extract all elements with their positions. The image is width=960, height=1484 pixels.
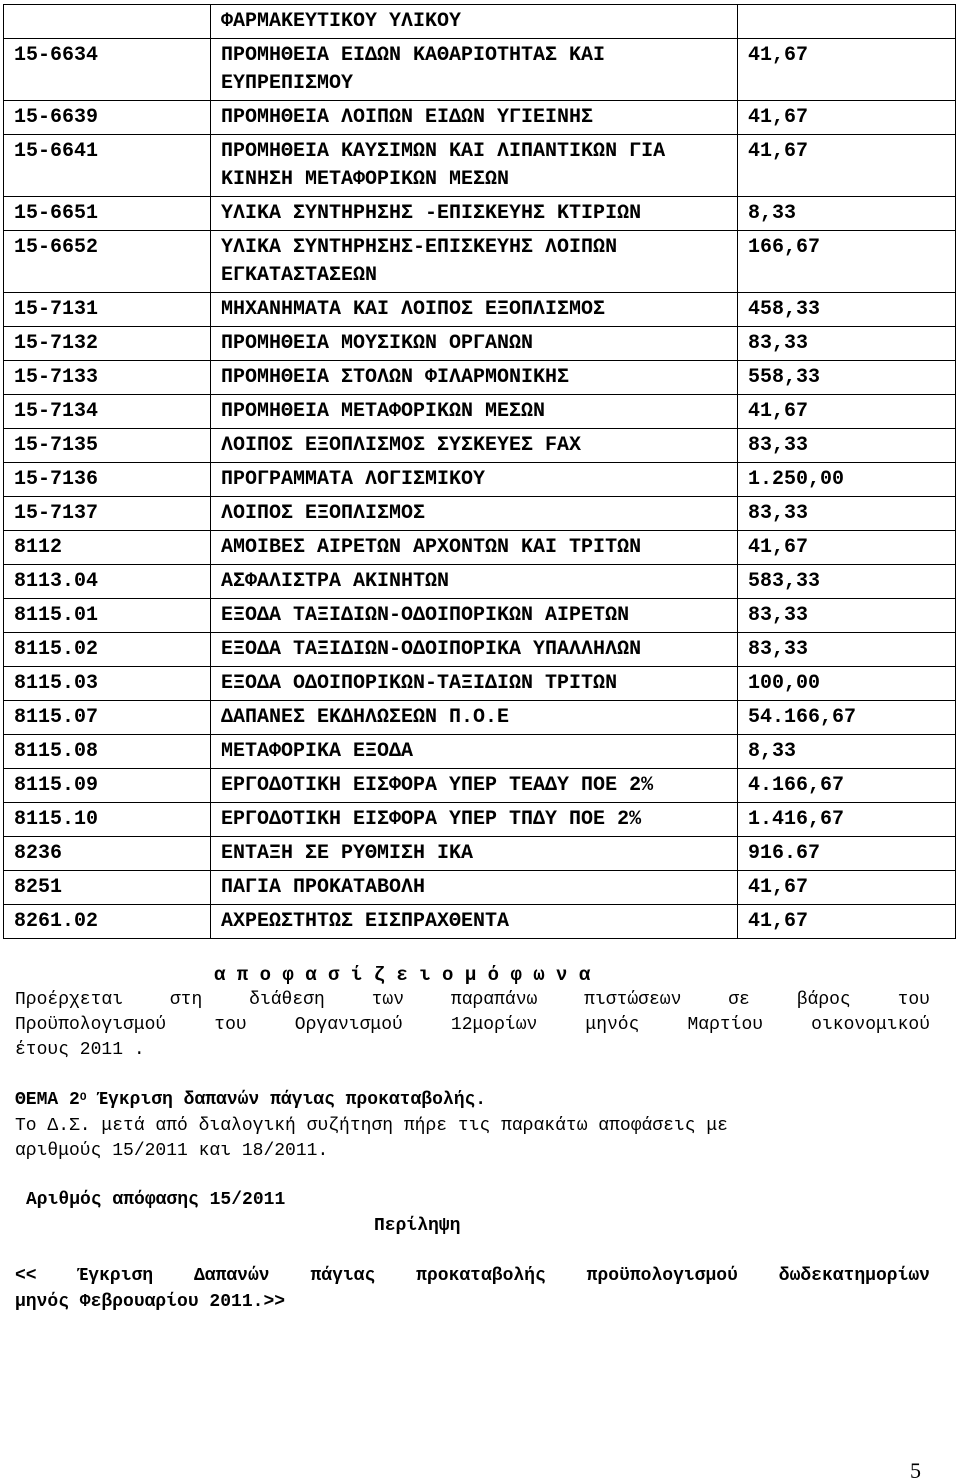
table-row	[4, 429, 956, 463]
amount-cell: 41,67	[738, 531, 956, 565]
description-cell: ΕΝΤΑΞΗ ΣΕ ΡΥΘΜΙΣΗ ΙΚΑ	[211, 837, 738, 871]
amount-cell: 41,67	[738, 135, 956, 197]
amount-cell: 8,33	[738, 197, 956, 231]
amount-cell: 41,67	[738, 101, 956, 135]
table-row	[4, 361, 956, 395]
table-row	[4, 667, 956, 701]
code-cell: 8112	[4, 531, 211, 565]
amount-cell: 1.250,00	[738, 463, 956, 497]
code-cell: 15-7136	[4, 463, 211, 497]
summary-line-1: << Έγκριση Δαπανών πάγιας προκαταβολής προϋπολογισμού δωδεκατημορίων	[15, 1266, 930, 1286]
amount-cell: 83,33	[738, 497, 956, 531]
table-row	[4, 803, 956, 837]
decision-heading: α π ο φ α σ ί ζ ε ι ο μ ό φ ω ν α	[214, 964, 591, 986]
decision-number: Αριθμός απόφασης 15/2011	[26, 1190, 286, 1210]
description-cell: ΑΧΡΕΩΣΤΗΤΩΣ ΕΙΣΠΡΑΧΘΕΝΤΑ	[211, 905, 738, 939]
table-row	[4, 395, 956, 429]
description-cell: ΠΑΓΙΑ ΠΡΟΚΑΤΑΒΟΛΗ	[211, 871, 738, 905]
code-cell: 15-7133	[4, 361, 211, 395]
table-row	[4, 197, 956, 231]
code-cell: 8115.03	[4, 667, 211, 701]
table-row	[4, 837, 956, 871]
table-row	[4, 769, 956, 803]
code-cell: 8115.10	[4, 803, 211, 837]
decision-line-3: έτους 2011 .	[15, 1040, 145, 1060]
description-cell: ΠΡΟΜΗΘΕΙΑ ΣΤΟΛΩΝ ΦΙΛΑΡΜΟΝΙΚΗΣ	[211, 361, 738, 395]
table-row	[4, 871, 956, 905]
table-row	[4, 565, 956, 599]
amount-cell	[738, 5, 956, 39]
code-cell: 15-6634	[4, 39, 211, 101]
table-row	[4, 633, 956, 667]
description-cell: ΛΟΙΠΟΣ ΕΞΟΠΛΙΣΜΟΣ	[211, 497, 738, 531]
code-cell: 15-7135	[4, 429, 211, 463]
code-cell: 8115.09	[4, 769, 211, 803]
code-cell: 15-7132	[4, 327, 211, 361]
description-cell: ΑΣΦΑΛΙΣΤΡΑ ΑΚΙΝΗΤΩΝ	[211, 565, 738, 599]
table-row	[4, 497, 956, 531]
table-row	[4, 905, 956, 939]
description-cell: ΜΕΤΑΦΟΡΙΚΑ ΕΞΟΔΑ	[211, 735, 738, 769]
code-cell: 8115.08	[4, 735, 211, 769]
amount-cell: 166,67	[738, 231, 956, 293]
description-cell: ΠΡΟΜΗΘΕΙΑ ΕΙΔΩΝ ΚΑΘΑΡΙΟΤΗΤΑΣ ΚΑΙ ΕΥΠΡΕΠΙΣΜΟΥ	[211, 39, 738, 101]
code-cell: 15-6639	[4, 101, 211, 135]
code-cell: 15-7131	[4, 293, 211, 327]
code-cell: 15-6652	[4, 231, 211, 293]
table-row	[4, 701, 956, 735]
code-cell: 15-6641	[4, 135, 211, 197]
summary-label: Περίληψη	[374, 1216, 461, 1236]
description-cell: ΠΡΟΓΡΑΜΜΑΤΑ ΛΟΓΙΣΜΙΚΟΥ	[211, 463, 738, 497]
amount-cell: 83,33	[738, 327, 956, 361]
topic-heading	[15, 1088, 930, 1113]
table-row	[4, 531, 956, 565]
description-cell: ΕΞΟΔΑ ΟΔΟΙΠΟΡΙΚΩΝ-ΤΑΞΙΔΙΩΝ ΤΡΙΤΩΝ	[211, 667, 738, 701]
table-row	[4, 231, 956, 293]
amount-cell: 458,33	[738, 293, 956, 327]
topic-line-2: αριθμούς 15/2011 και 18/2011.	[15, 1141, 329, 1161]
amount-cell: 83,33	[738, 599, 956, 633]
amount-cell: 916.67	[738, 837, 956, 871]
table-row	[4, 735, 956, 769]
code-cell: 8115.02	[4, 633, 211, 667]
budget-table-body	[4, 5, 956, 939]
table-row	[4, 599, 956, 633]
decision-line-2: Προϋπολογισμού του Οργανισμού 12μορίων μηνός Μαρτίου οικονομικού	[15, 1015, 930, 1035]
amount-cell: 1.416,67	[738, 803, 956, 837]
table-row	[4, 5, 956, 39]
description-cell: ΠΡΟΜΗΘΕΙΑ ΚΑΥΣΙΜΩΝ ΚΑΙ ΛΙΠΑΝΤΙΚΩΝ ΓΙΑ ΚΙΝΗΣΗ ΜΕΤΑΦΟΡΙΚΩΝ ΜΕΣΩΝ	[211, 135, 738, 197]
code-cell: 8261.02	[4, 905, 211, 939]
description-cell: ΕΞΟΔΑ ΤΑΞΙΔΙΩΝ-ΟΔΟΙΠΟΡΙΚΩΝ ΑΙΡΕΤΩΝ	[211, 599, 738, 633]
code-cell: 8115.07	[4, 701, 211, 735]
description-cell: ΕΡΓΟΔΟΤΙΚΗ ΕΙΣΦΟΡΑ ΥΠΕΡ ΤΠΔΥ ΠΟΕ 2%	[211, 803, 738, 837]
description-cell: ΦΑΡΜΑΚΕΥΤΙΚΟΥ ΥΛΙΚΟΥ	[211, 5, 738, 39]
description-cell: ΠΡΟΜΗΘΕΙΑ ΛΟΙΠΩΝ ΕΙΔΩΝ ΥΓΙΕΙΝΗΣ	[211, 101, 738, 135]
description-cell: ΑΜΟΙΒΕΣ ΑΙΡΕΤΩΝ ΑΡΧΟΝΤΩΝ ΚΑΙ ΤΡΙΤΩΝ	[211, 531, 738, 565]
code-cell: 8115.01	[4, 599, 211, 633]
code-cell: 8251	[4, 871, 211, 905]
table-row	[4, 101, 956, 135]
decision-line-1: Προέρχεται στη διάθεση των παραπάνω πιστώσεων σε βάρος του	[15, 990, 930, 1010]
amount-cell: 41,67	[738, 871, 956, 905]
description-cell: ΔΑΠΑΝΕΣ ΕΚΔΗΛΩΣΕΩΝ Π.Ο.Ε	[211, 701, 738, 735]
amount-cell: 4.166,67	[738, 769, 956, 803]
description-cell: ΕΡΓΟΔΟΤΙΚΗ ΕΙΣΦΟΡΑ ΥΠΕΡ ΤΕΑΔΥ ΠΟΕ 2%	[211, 769, 738, 803]
description-cell: ΠΡΟΜΗΘΕΙΑ ΜΕΤΑΦΟΡΙΚΩΝ ΜΕΣΩΝ	[211, 395, 738, 429]
table-row	[4, 135, 956, 197]
topic-title: Έγκριση δαπανών πάγιας προκαταβολής.	[97, 1090, 487, 1110]
code-cell: 15-7134	[4, 395, 211, 429]
summary-line-2: μηνός Φεβρουαρίου 2011.>>	[15, 1292, 286, 1312]
topic-line-1: Το Δ.Σ. μετά από διαλογική συζήτηση πήρε τις παρακάτω αποφάσεις με	[15, 1116, 728, 1136]
amount-cell: 83,33	[738, 429, 956, 463]
description-cell: ΥΛΙΚΑ ΣΥΝΤΗΡΗΣΗΣ-ΕΠΙΣΚΕΥΗΣ ΛΟΙΠΩΝ ΕΓΚΑΤΑΣΤΑΣΕΩΝ	[211, 231, 738, 293]
topic-superscript: Ο	[79, 1092, 87, 1104]
description-cell: ΜΗΧΑΝΗΜΑΤΑ ΚΑΙ ΛΟΙΠΟΣ ΕΞΟΠΛΙΣΜΟΣ	[211, 293, 738, 327]
table-row	[4, 463, 956, 497]
amount-cell: 100,00	[738, 667, 956, 701]
page-number: 5	[910, 1458, 921, 1483]
code-cell: 15-6651	[4, 197, 211, 231]
code-cell: 15-7137	[4, 497, 211, 531]
amount-cell: 41,67	[738, 39, 956, 101]
amount-cell: 54.166,67	[738, 701, 956, 735]
description-cell: ΠΡΟΜΗΘΕΙΑ ΜΟΥΣΙΚΩΝ ΟΡΓΑΝΩΝ	[211, 327, 738, 361]
code-cell: 8113.04	[4, 565, 211, 599]
amount-cell: 41,67	[738, 395, 956, 429]
amount-cell: 83,33	[738, 633, 956, 667]
description-cell: ΥΛΙΚΑ ΣΥΝΤΗΡΗΣΗΣ -ΕΠΙΣΚΕΥΗΣ ΚΤΙΡΙΩΝ	[211, 197, 738, 231]
topic-label: ΘΕΜΑ 2	[15, 1090, 80, 1110]
table-row	[4, 327, 956, 361]
budget-table	[3, 4, 956, 939]
code-cell: 8236	[4, 837, 211, 871]
amount-cell: 583,33	[738, 565, 956, 599]
description-cell: ΛΟΙΠΟΣ ΕΞΟΠΛΙΣΜΟΣ ΣΥΣΚΕΥΕΣ FAX	[211, 429, 738, 463]
table-row	[4, 39, 956, 101]
description-cell: ΕΞΟΔΑ ΤΑΞΙΔΙΩΝ-ΟΔΟΙΠΟΡΙΚΑ ΥΠΑΛΛΗΛΩΝ	[211, 633, 738, 667]
amount-cell: 41,67	[738, 905, 956, 939]
table-row	[4, 293, 956, 327]
code-cell	[4, 5, 211, 39]
amount-cell: 8,33	[738, 735, 956, 769]
amount-cell: 558,33	[738, 361, 956, 395]
